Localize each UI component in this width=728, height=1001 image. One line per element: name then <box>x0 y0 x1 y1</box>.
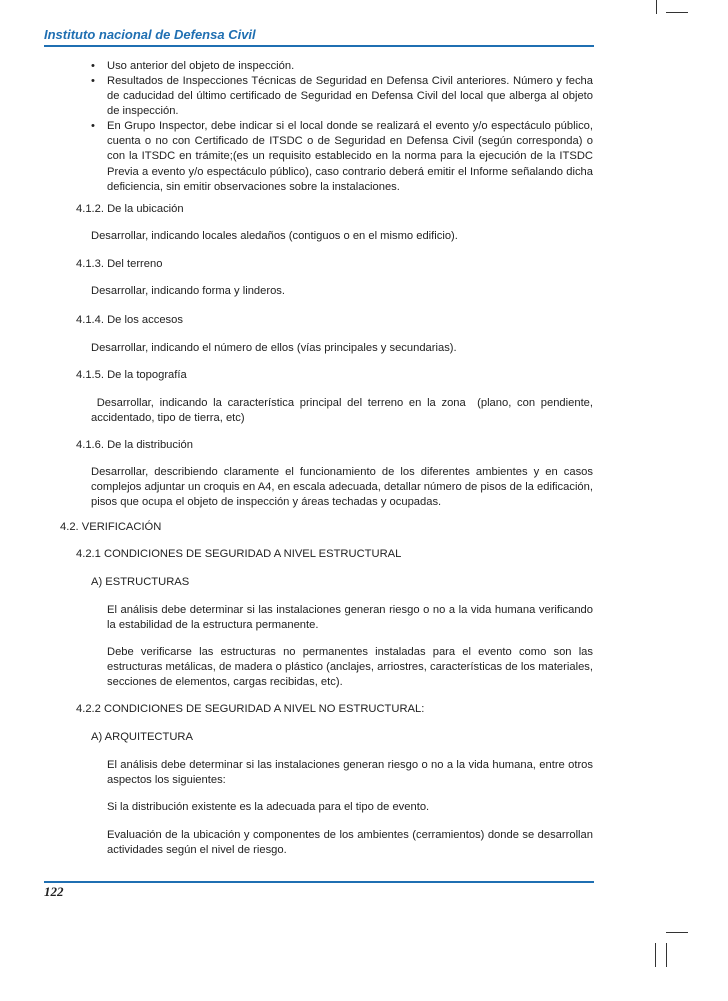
section-heading-4-2: 4.2. VERIFICACIÓN <box>60 521 162 533</box>
section-text-4-1-2: Desarrollar, indicando locales aledaños (contiguos o en el mismo edificio). <box>91 230 458 242</box>
crop-mark-bottom-right-v1 <box>655 943 656 967</box>
paragraph: El análisis debe determinar si las instalaciones generan riesgo o no a la vida humana, entre otros aspectos los siguientes: <box>107 759 593 787</box>
sub-heading-arquitectura: A) ARQUITECTURA <box>91 731 193 743</box>
bullet-text: En Grupo Inspector, debe indicar si el local donde se realizará el evento y/o espectáculo público, cuenta o no con Certificado de ITSDC o de Seguridad en Defensa Civil (según corresponda) o con la ITSDC en trámite;(es un requisito establecido en la norma para la ejecución de la ITSDC Previa a evento y/o espectáculo público), caso contrario deberá emitir el Informe señalando dicha deficiencia, sin emitir observaciones sobre la instalaciones. <box>107 120 593 193</box>
crop-mark-bottom-right-h <box>666 932 688 933</box>
section-text-4-1-6: Desarrollar, describiendo claramente el funcionamiento de los diferentes ambientes y en casos complejos adjuntar un croquis en A4, en escala adecuada, detallar número de pisos de la edificación, pisos que ocupa el objeto de inspección y áreas techadas y ocupadas. <box>91 466 593 509</box>
section-heading-4-2-2: 4.2.2 CONDICIONES DE SEGURIDAD A NIVEL NO ESTRUCTURAL: <box>76 703 425 715</box>
paragraph: El análisis debe determinar si las instalaciones generan riesgo o no a la vida humana verificando la estabilidad de la estructura permanente. <box>107 604 593 632</box>
bullet-dot-icon: • <box>91 75 95 87</box>
paragraph: Si la distribución existente es la adecuada para el tipo de evento. <box>107 801 430 813</box>
bullet-dot-icon: • <box>91 120 95 132</box>
section-text-4-1-3: Desarrollar, indicando forma y linderos. <box>91 285 286 297</box>
paragraph: Evaluación de la ubicación y componentes de los ambientes (cerramientos) donde se desarrollan actividades según el nivel de riesgo. <box>107 829 593 857</box>
crop-mark-top-right-bar <box>666 12 688 13</box>
sub-heading-estructuras: A) ESTRUCTURAS <box>91 576 190 588</box>
bullet-text: Resultados de Inspecciones Técnicas de Seguridad en Defensa Civil anteriores. Número y fecha de caducidad del último certificado de Seguridad en Defensa Civil del local que alberga al objeto de inspección. <box>107 75 593 118</box>
header-title: Instituto nacional de Defensa Civil <box>44 27 256 42</box>
section-heading-4-1-2: 4.1.2. De la ubicación <box>76 203 184 215</box>
crop-mark-top-right <box>656 0 657 14</box>
header-rule <box>44 45 594 47</box>
section-heading-4-1-3: 4.1.3. Del terreno <box>76 258 163 270</box>
section-text-4-1-4: Desarrollar, indicando el número de ellos (vías principales y secundarias). <box>91 342 457 354</box>
section-heading-4-1-4: 4.1.4. De los accesos <box>76 314 183 326</box>
paragraph: Debe verificarse las estructuras no permanentes instaladas para el evento como son las estructuras metálicas, de madera o plástico (anclajes, arriostres, características de los materiales, secciones de elementos, cargas recibidas, etc). <box>107 646 593 689</box>
section-heading-4-1-6: 4.1.6. De la distribución <box>76 439 193 451</box>
bullet-item <box>91 119 593 195</box>
bullet-item <box>91 74 593 120</box>
section-heading-4-2-1: 4.2.1 CONDICIONES DE SEGURIDAD A NIVEL ESTRUCTURAL <box>76 548 402 560</box>
section-heading-4-1-5: 4.1.5. De la topografía <box>76 369 187 381</box>
bullet-item <box>91 59 593 74</box>
crop-mark-bottom-right-v2 <box>666 943 667 967</box>
section-text-4-1-5: Desarrollar, indicando la característica principal del terreno en la zona (plano, con pendiente, accidentado, tipo de tierra, etc) <box>91 397 597 425</box>
bullet-dot-icon: • <box>91 60 95 72</box>
page-number: 122 <box>44 884 64 899</box>
bullet-text: Uso anterior del objeto de inspección. <box>107 60 295 72</box>
footer-rule <box>44 881 594 883</box>
